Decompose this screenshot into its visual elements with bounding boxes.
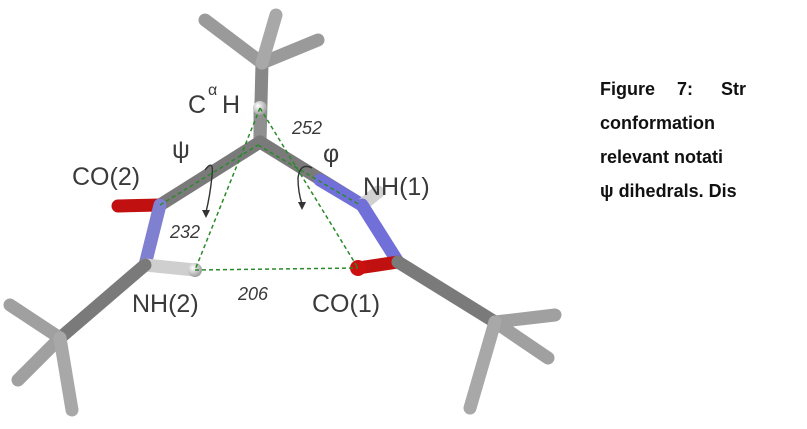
calpha-label: C bbox=[188, 91, 207, 119]
phi-label: φ bbox=[323, 140, 340, 168]
molecule-bonds bbox=[10, 15, 555, 410]
distance-label-206: 206 bbox=[238, 284, 269, 304]
distance-label-232: 232 bbox=[170, 222, 201, 242]
psi-label: ψ bbox=[172, 136, 190, 164]
phi-arrowhead bbox=[298, 202, 306, 210]
psi-arrowhead bbox=[202, 210, 210, 218]
co1-label: CO(1) bbox=[312, 290, 381, 318]
caption-line-4: ψ dihedrals. Dis bbox=[600, 181, 737, 201]
caption-line-1-end: Str bbox=[721, 79, 747, 99]
caption-line-3: relevant notati bbox=[600, 147, 724, 167]
caption-figure-number: 7: bbox=[677, 79, 694, 99]
nh2-label: NH(2) bbox=[132, 290, 199, 318]
calpha-h-label: H bbox=[222, 91, 241, 119]
caption-line-2: conformation bbox=[600, 113, 715, 133]
caption-figure-word: Figure bbox=[600, 79, 656, 99]
caption-line-1 bbox=[600, 72, 807, 106]
calpha-alpha-superscript: α bbox=[208, 82, 218, 99]
co2-label: CO(2) bbox=[72, 163, 141, 191]
distance-label-252: 252 bbox=[292, 118, 323, 138]
nh1-label: NH(1) bbox=[363, 173, 430, 201]
figure-caption bbox=[600, 72, 807, 208]
